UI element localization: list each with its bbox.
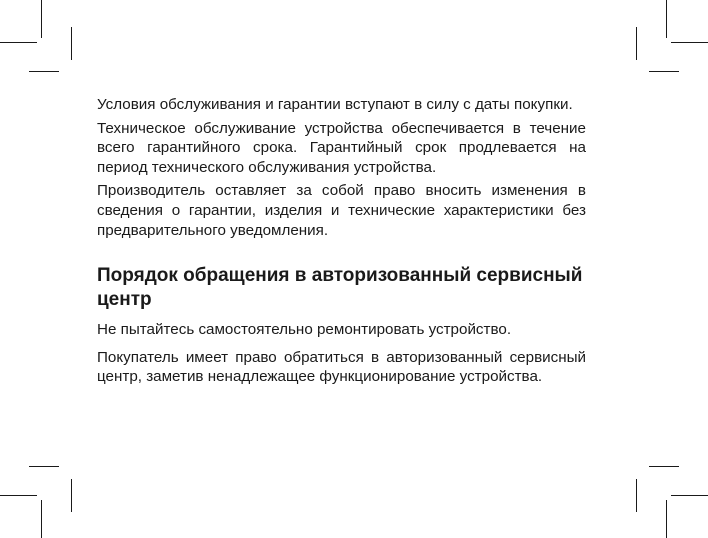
paragraph-warranty-start: Условия обслуживания и гарантии вступают в силу с даты покупки. [97,96,573,113]
paragraph-no-self-repair: Не пытайтесь самостоятельно ремонтировать устройство. [97,321,512,339]
crop-mark-bottom-left-vertical-inner [71,479,72,512]
paragraph-service-center: Покупатель имеет право обратиться в авторизованный сервисный центр, заметив ненадлежащее функционирование устройства. [97,348,586,386]
crop-mark-bottom-left-horizontal-inner [29,466,59,467]
crop-mark-bottom-left-horizontal-outer [0,495,37,496]
crop-mark-top-right-horizontal-inner [649,71,679,72]
crop-mark-top-right-vertical-inner [636,27,637,60]
crop-mark-bottom-left-vertical-outer [41,500,42,538]
paragraph-manufacturer-rights: Производитель оставляет за собой право вносить изменения в сведения о гарантии, изделия и технические характеристики без предварительного уведомления. [97,182,586,239]
crop-mark-top-left-vertical-outer [41,0,42,38]
crop-mark-bottom-right-vertical-inner [636,479,637,512]
crop-mark-bottom-right-horizontal-outer [671,495,708,496]
crop-mark-top-left-horizontal-outer [0,42,37,43]
document-body [97,95,586,387]
crop-mark-bottom-right-vertical-outer [666,500,667,538]
crop-mark-top-left-vertical-inner [71,27,72,60]
crop-mark-top-right-vertical-outer [666,0,667,38]
section-heading: Порядок обращения в авторизованный сервисный центр [97,265,583,311]
crop-mark-bottom-right-horizontal-inner [649,466,679,467]
crop-mark-top-right-horizontal-outer [671,42,708,43]
paragraph-maintenance: Техническое обслуживание устройства обеспечивается в течение всего гарантийного срока. Гарантийный срок продлевается на период технического обслуживания устройства. [97,119,586,176]
crop-mark-top-left-horizontal-inner [29,71,59,72]
